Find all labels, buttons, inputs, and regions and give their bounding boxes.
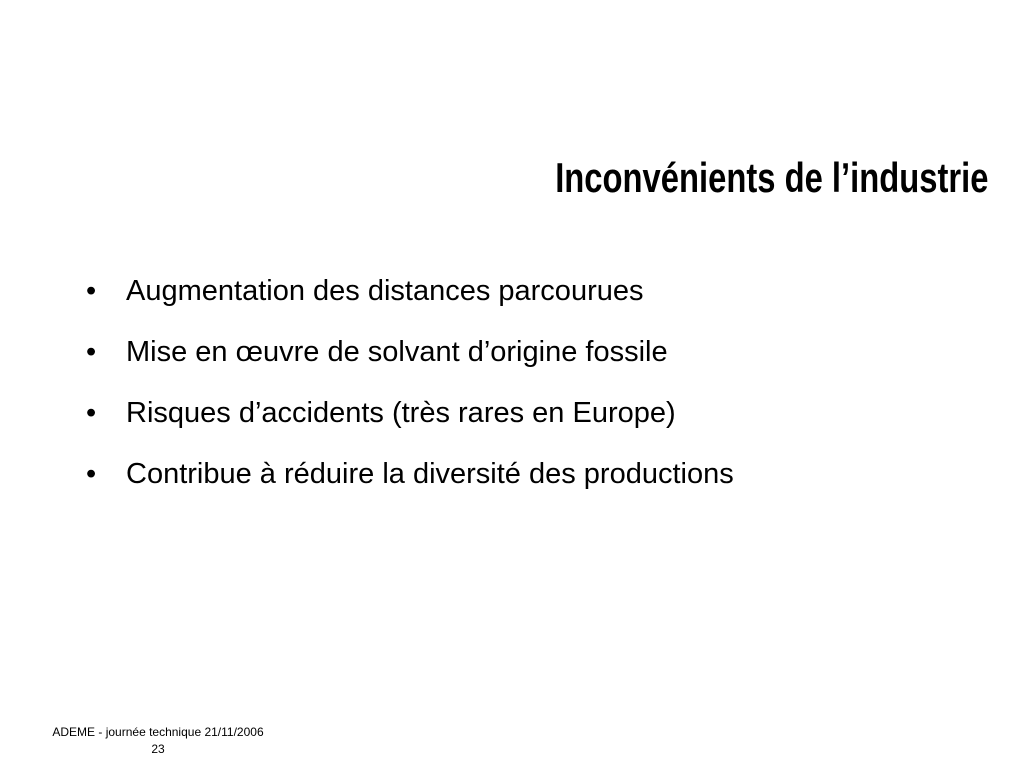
bullet-text: Contribue à réduire la diversité des productions bbox=[126, 458, 734, 490]
page-number: 23 bbox=[151, 742, 165, 756]
bullet-list bbox=[86, 268, 734, 512]
bullet-text: Mise en œuvre de solvant d’origine fossile bbox=[126, 336, 668, 368]
bullet-text: Augmentation des distances parcourues bbox=[126, 275, 644, 307]
bullet-icon: • bbox=[86, 275, 97, 307]
slide-title: Inconvénients de l’industrie bbox=[554, 154, 988, 201]
bullet-icon: • bbox=[86, 458, 97, 490]
bullet-icon: • bbox=[86, 397, 97, 429]
slide-footer bbox=[28, 724, 288, 758]
bullet-item bbox=[86, 451, 734, 512]
bullet-item bbox=[86, 390, 734, 451]
bullet-item bbox=[86, 329, 734, 390]
bullet-icon: • bbox=[86, 336, 97, 368]
bullet-text: Risques d’accidents (très rares en Europe) bbox=[126, 397, 676, 429]
footer-source: ADEME - journée technique 21/11/2006 bbox=[52, 725, 264, 739]
bullet-item bbox=[86, 268, 734, 329]
